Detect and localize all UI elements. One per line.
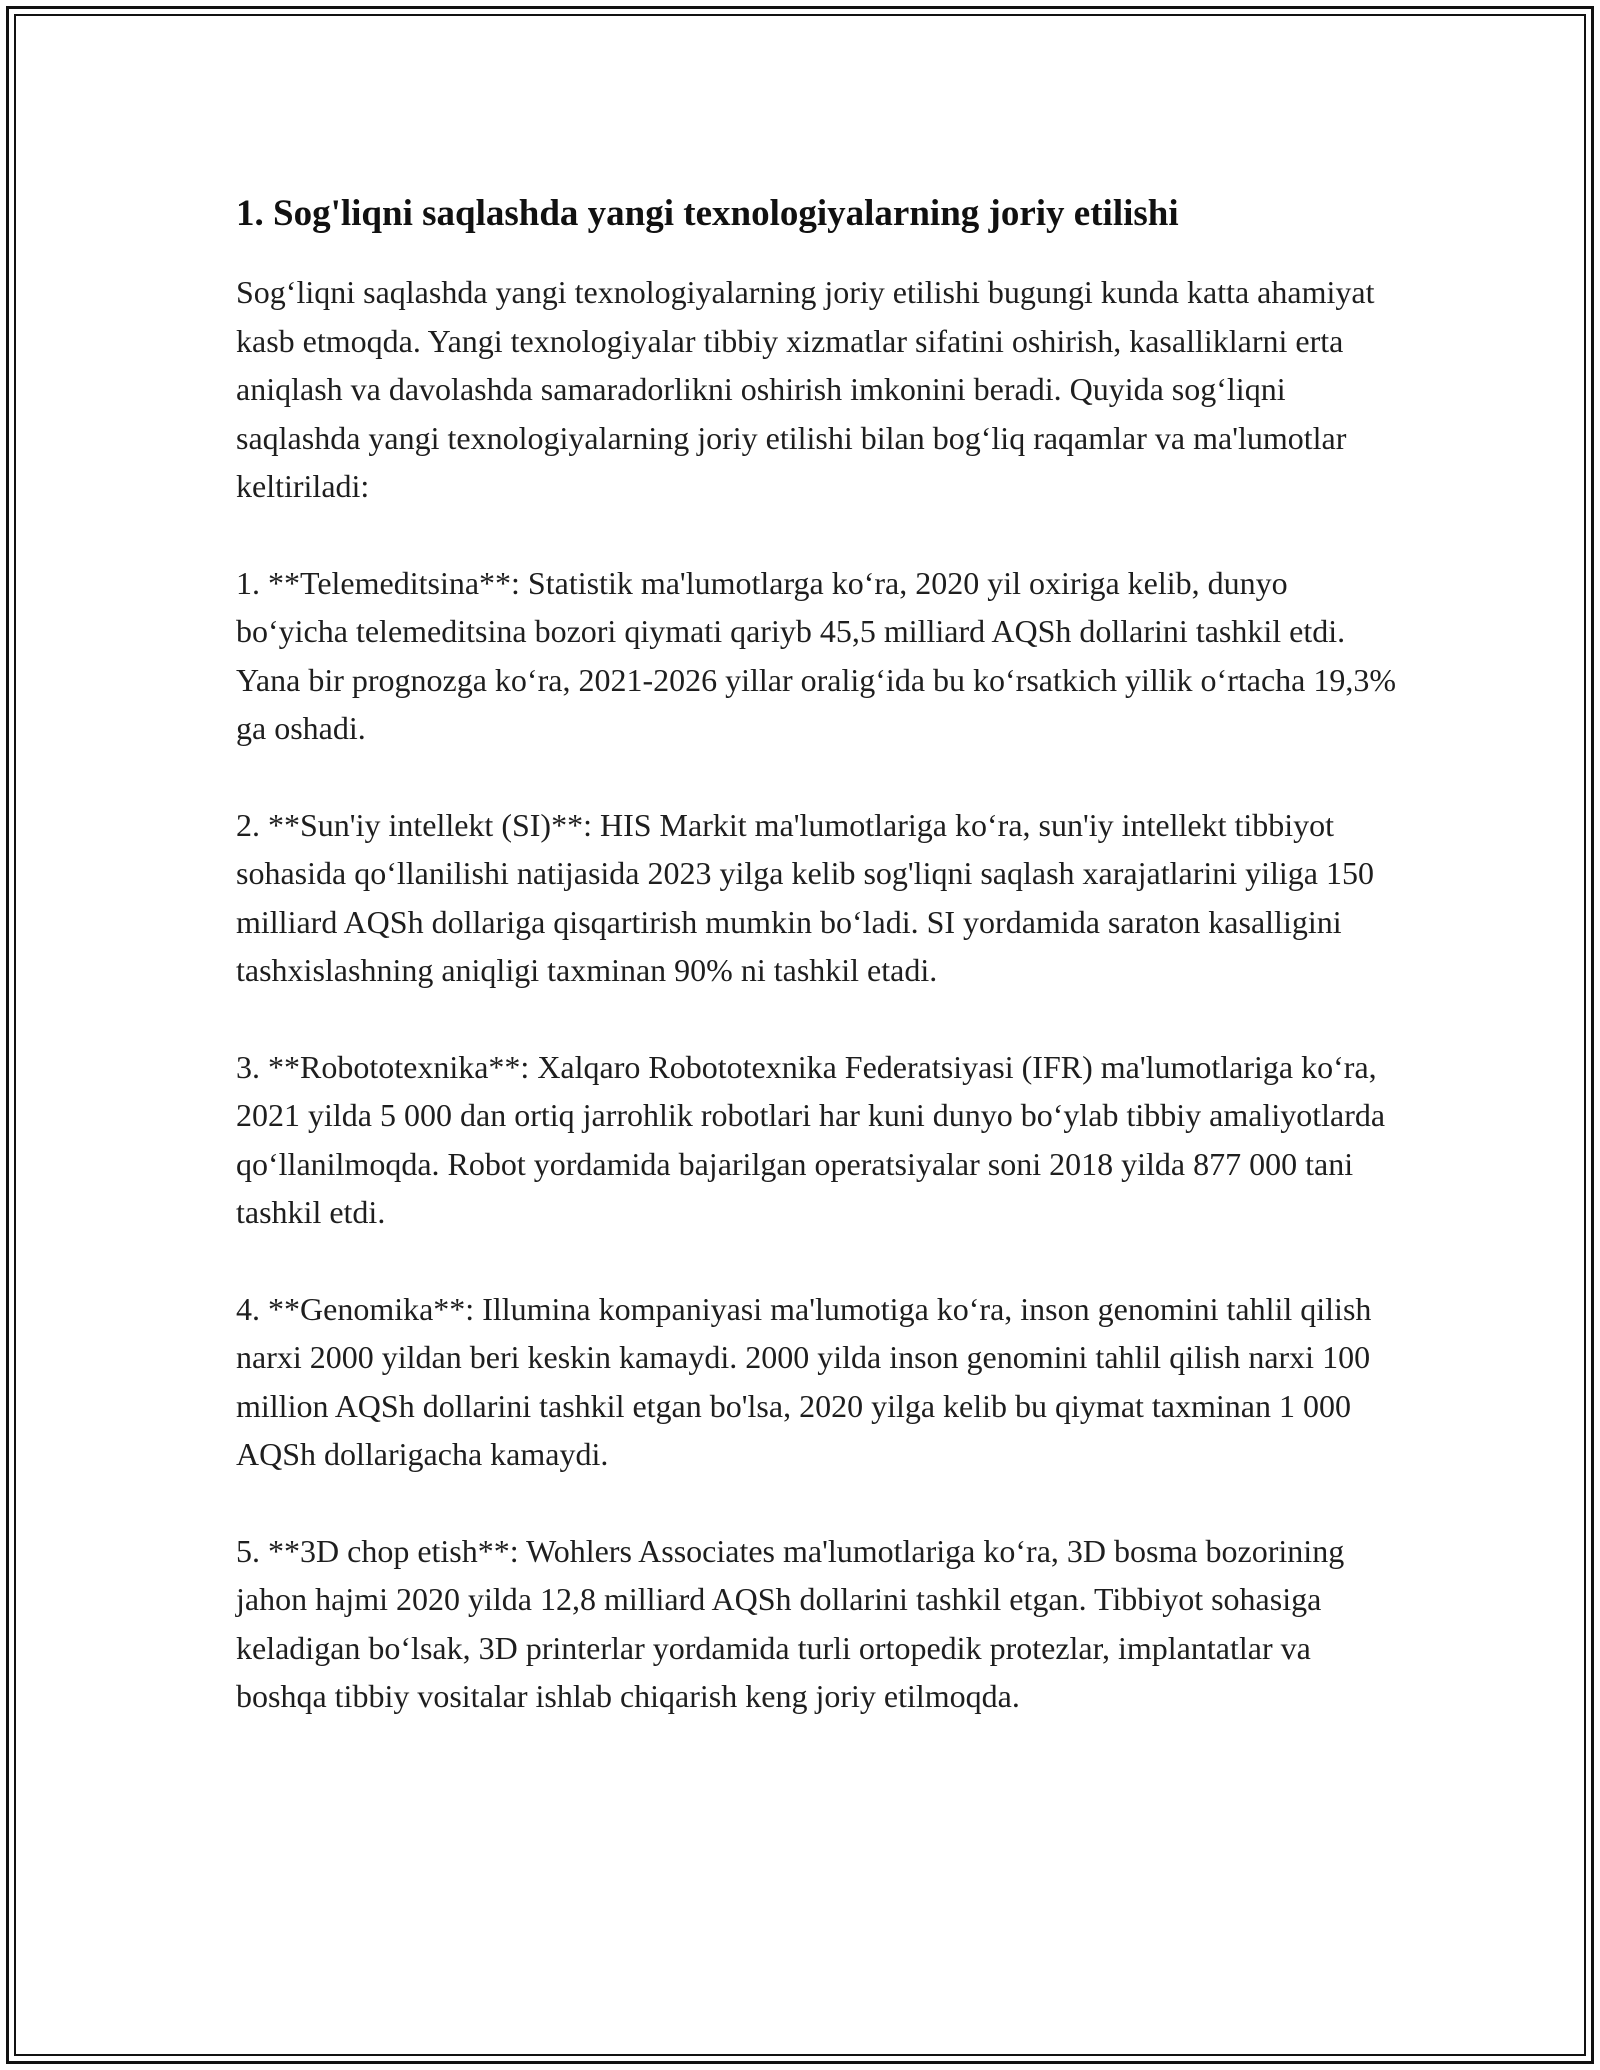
document-title: 1. Sog'liqni saqlashda yangi texnologiyalarning joriy etilishi bbox=[236, 193, 1179, 234]
list-item-3d-printing: 5. **3D chop etish**: Wohlers Associates ma'lumotlariga ko‘ra, 3D bosma bozorining jahon hajmi 2020 yilda 12,8 milliard AQSh dollarini tashkil etgan. Tibbiyot sohasiga keladigan bo‘lsak, 3D printerlar yordamida turli ortopedik protezlar, implantatlar va boshqa tibbiy vositalar ishlab chiqarish keng joriy etilmoqda. bbox=[236, 1532, 1345, 1714]
document-body bbox=[236, 190, 1396, 1769]
intro-paragraph: Sog‘liqni saqlashda yangi texnologiyalarning joriy etilishi bugungi kunda katta ahamiyat kasb etmoqda. Yangi texnologiyalar tibbiy xizmatlar sifatini oshirish, kasalliklarni erta aniqlash va davolashda samaradorlikni oshirish imkonini beradi. Quyida sog‘liqni saqlashda yangi texnologiyalarning joriy etilishi bilan bog‘liq raqamlar va ma'lumotlar keltiriladi: bbox=[236, 274, 1375, 504]
list-item-robotics: 3. **Robototexnika**: Xalqaro Robototexnika Federatsiyasi (IFR) ma'lumotlariga ko‘ra, 2021 yilda 5 000 dan ortiq jarrohlik robotlari har kuni dunyo bo‘ylab tibbiy amaliyotlarda qo‘llanilmoqda. Robot yordamida bajarilgan operatsiyalar soni 2018 yilda 877 000 tani tashkil etdi. bbox=[236, 1048, 1386, 1230]
list-item-telemedicine: 1. **Telemeditsina**: Statistik ma'lumotlarga ko‘ra, 2020 yil oxiriga kelib, dunyo bo‘yicha telemeditsina bozori qiymati qariyb 45,5 milliard AQSh dollarini tashkil etdi. Yana bir prognozga ko‘ra, 2021-2026 yillar oralig‘ida bu ko‘rsatkich yillik o‘rtacha 19,3% ga oshadi. bbox=[236, 564, 1396, 746]
list-item-genomics: 4. **Genomika**: Illumina kompaniyasi ma'lumotiga ko‘ra, inson genomini tahlil qilish narxi 2000 yildan beri keskin kamaydi. 2000 yilda inson genomini tahlil qilish narxi 100 million AQSh dollarini tashkil etgan bo'lsa, 2020 yilga kelib bu qiymat taxminan 1 000 AQSh dollarigacha kamaydi. bbox=[236, 1290, 1372, 1472]
list-item-artificial-intelligence: 2. **Sun'iy intellekt (SI)**: HIS Markit ma'lumotlariga ko‘ra, sun'iy intellekt tibbiyot sohasida qo‘llanilishi natijasida 2023 yilga kelib sog'liqni saqlash xarajatlarini yiliga 150 milliard AQSh dollariga qisqartirish mumkin bo‘ladi. SI yordamida saraton kasalligini tashxislashning aniqligi taxminan 90% ni tashkil etadi. bbox=[236, 806, 1374, 988]
